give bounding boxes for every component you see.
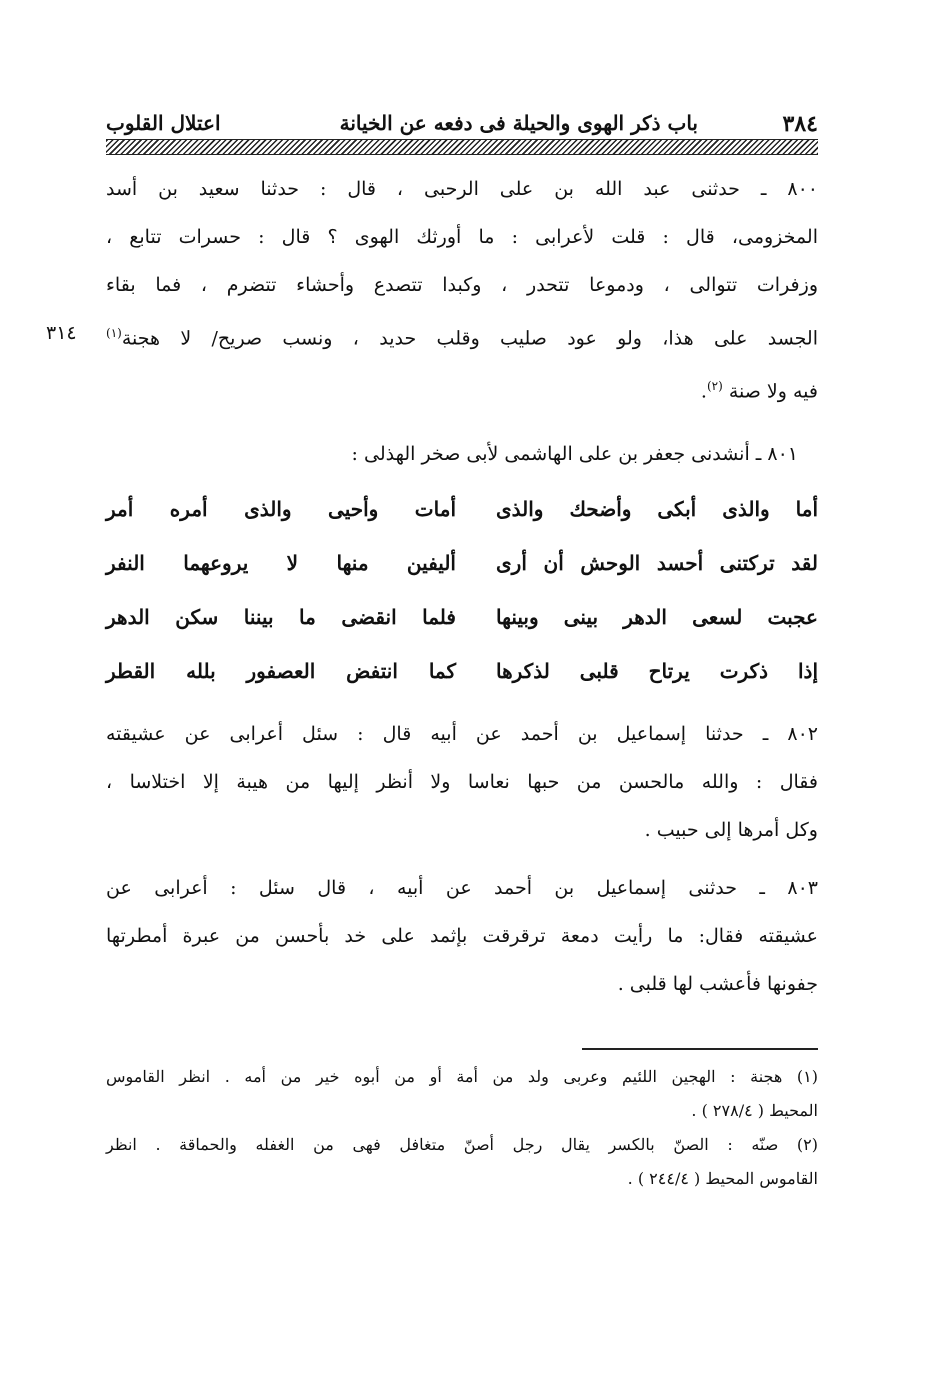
text-line xyxy=(46,309,818,362)
page-number: ٣٨٤ xyxy=(782,111,818,137)
verse-line xyxy=(106,644,818,698)
margin-page-number: ٣١٤ xyxy=(46,322,77,344)
verse-first-hemistich: عجبت لسعى الدهر بينى وبينها xyxy=(496,604,818,629)
paragraph-802 xyxy=(106,710,818,854)
text-line: عشيقته فقال: ما رأيت دمعة ترقرقت بإثمد على خد بأحسن من عبرة أمطرتها xyxy=(106,924,818,947)
poem-verses xyxy=(106,482,818,698)
footnote-line: (١) هجنة : الهجين اللئيم وعربى ولد من أمة أو من أبوه خير من أمه . انظر القاموس xyxy=(106,1066,819,1086)
chapter-title: باب ذكر الهوى والحيلة فى دفعه عن الخيانة xyxy=(339,111,698,135)
text-segment: . xyxy=(700,380,707,403)
paragraph-801-intro: ٨٠١ ـ أنشدنى جعفر بن على الهاشمى لأبى صخر الهذلى : xyxy=(351,442,798,465)
footnote-line: القاموس المحيط ( ٢٤٤/٤ ) . xyxy=(627,1168,818,1188)
verse-line xyxy=(106,590,818,644)
verse-second-hemistich: أليفين منها لا يروعهما النفر xyxy=(106,550,456,575)
verse-line xyxy=(106,482,818,536)
book-page xyxy=(46,105,819,1196)
verse-first-hemistich: لقد تركتنى أحسد الوحش أن أرى xyxy=(496,550,818,575)
paragraph-800 xyxy=(46,165,818,416)
text-line: ٨٠٢ ـ حدثنا إسماعيل بن أحمد عن أبيه قال : سئل أعرابى عن عشيقته xyxy=(106,722,818,745)
book-title: اعتلال القلوب xyxy=(106,111,221,135)
footnote-1 xyxy=(106,1060,818,1128)
text-line: وزفرات تتوالى ، ودموعا تتحدر ، وكبدا تتصدع وأحشاء تتضرم ، فما بقاء xyxy=(106,274,818,296)
text-line: ٨٠٣ ـ حدثنى إسماعيل بن أحمد عن أبيه ، قال سئل : أعرابى عن xyxy=(106,876,818,899)
footnote-line: المحيط ( ٢٧٨/٤ ) . xyxy=(691,1100,818,1120)
header-ornamental-rule xyxy=(106,139,818,155)
verse-line xyxy=(106,536,818,590)
verse-first-hemistich: أما والذى أبكى وأضحك والذى xyxy=(496,496,818,521)
paragraph-803 xyxy=(106,864,818,1008)
text-line: جفونها فأعشب لها قلبى . xyxy=(617,972,818,995)
text-line xyxy=(106,362,818,415)
text-segment: الجسد على هذا، ولو عود صليب وقلب حديد ، ونسب صريح/ لا هجنة xyxy=(121,327,818,350)
verse-second-hemistich: كما انتفض العصفور بلله القطر xyxy=(106,658,456,683)
text-line: فقال : والله مالحسن من حبها نعاسا ولا أنظر إليها من هيبة إلا اختلاسا ، xyxy=(106,770,818,793)
running-header xyxy=(106,105,818,139)
verse-first-hemistich: إذا ذكرت يرتاح قلبى لذكرها xyxy=(496,658,818,683)
verse-second-hemistich: أمات وأحيى والذى أمره أمر xyxy=(106,496,456,521)
text-segment: فيه ولا صنة xyxy=(728,380,818,403)
text-line: وكل أمرها إلى حبيب . xyxy=(644,818,818,841)
text-line: ٨٠٠ ـ حدثنى عبد الله بن على الرحبى ، قال : حدثنا سعيد بن أسد xyxy=(106,178,818,200)
text-line: المخزومى، قال : قلت لأعرابى : ما أورثك الهوى ؟ قال : حسرات تتابع ، xyxy=(106,226,818,248)
verse-second-hemistich: فلما انقضى ما بيننا سكن الدهر xyxy=(106,604,456,629)
footnote-ref-1: (١) xyxy=(106,326,122,340)
footnote-2 xyxy=(106,1128,818,1196)
footnote-ref-2: (٢) xyxy=(706,379,723,394)
footnote-line: (٢) صنّه : الصنّ بالكسر يقال رجل أصنّ متغافل فهى من الغفله والحماقة . انظر xyxy=(106,1134,818,1154)
footnote-separator xyxy=(582,1048,818,1050)
